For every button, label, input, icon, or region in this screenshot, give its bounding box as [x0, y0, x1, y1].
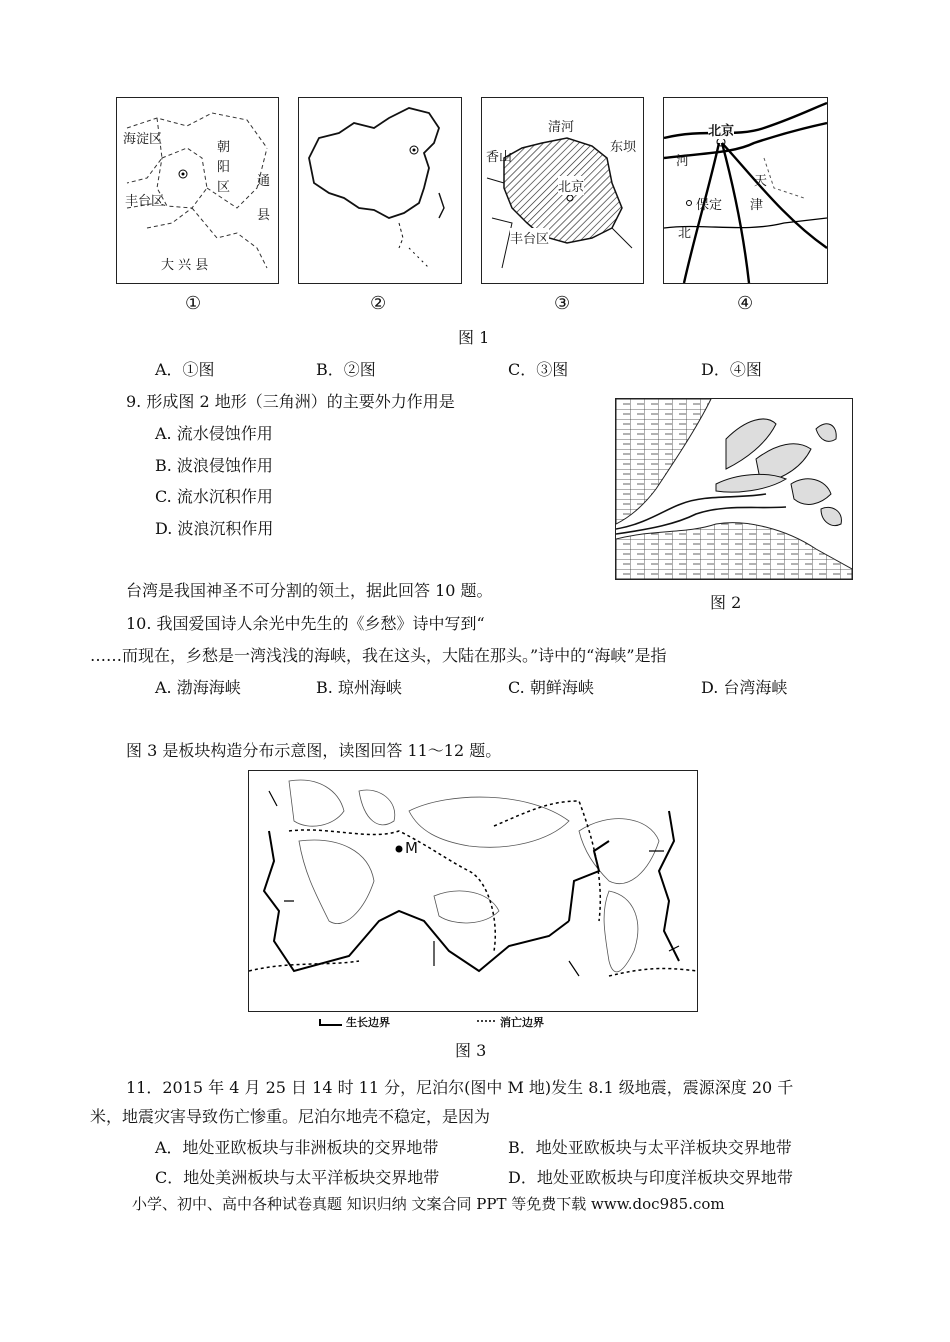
figure1-map3 [481, 97, 644, 284]
q9-option-b: B. 波浪侵蚀作用 [155, 456, 273, 475]
figure3-caption: 图 3 [455, 1041, 487, 1060]
map2-china-outline [299, 98, 461, 283]
map4-label-beijing: 北京 [708, 120, 734, 139]
q9-option-c: C. 流水沉积作用 [155, 487, 273, 506]
q10-option-d: D. 台湾海峡 [701, 678, 788, 697]
legend-growth-label: 生长边界 [346, 1016, 390, 1029]
q8-option-c: C．③图 [508, 360, 569, 379]
q10-option-b: B. 琼州海峡 [316, 678, 402, 697]
map3-label-dongba: 东坝 [610, 140, 637, 155]
map1-label-chao: 朝 [217, 140, 231, 155]
figure2-caption: 图 2 [710, 593, 742, 612]
q9-option-d: D. 波浪沉积作用 [155, 519, 274, 538]
map1-label-yang: 阳 [217, 160, 231, 175]
map4-label-tian: 天 [754, 174, 768, 189]
figure1-number-4: ④ [737, 293, 754, 314]
q9-stem: 9. 形成图 2 地形（三角洲）的主要外力作用是 [126, 392, 455, 411]
map4-label-he: 河 [676, 154, 690, 169]
figure3-point-m: M [405, 839, 418, 857]
plate-boundary-map [249, 771, 697, 1011]
q11-option-c: C．地处美洲板块与太平洋板块交界地带 [155, 1168, 440, 1187]
q9-option-a: A. 流水侵蚀作用 [155, 424, 273, 443]
q8-option-d: D．④图 [701, 360, 762, 379]
figure1-number-1: ① [185, 293, 202, 314]
map3-label-qinghe: 清河 [548, 120, 575, 135]
figure1-map2 [298, 97, 462, 284]
q11-line1: 11．2015 年 4 月 25 日 14 时 11 分，尼泊尔(图中 M 地)发生 8.1 级地震，震源深度 20 千 [126, 1078, 794, 1097]
q11-option-a: A．地处亚欧板块与非洲板块的交界地带 [155, 1138, 439, 1157]
figure1-map4 [663, 97, 828, 284]
delta-illustration [616, 399, 852, 579]
legend-subduction-symbol [475, 1015, 497, 1027]
map4-rail-map [664, 98, 827, 283]
figure2-delta-map [615, 398, 853, 580]
continent-outlines [289, 780, 659, 972]
footer-text: 小学、初中、高中各种试卷真题 知识归纳 文案合同 PPT 等免费下载 www.doc985.com [132, 1195, 725, 1213]
legend-growth-symbol [318, 1015, 344, 1027]
map3-label-fengtai: 丰台区 [510, 228, 549, 247]
figure1-number-3: ③ [554, 293, 571, 314]
q11-option-b: B．地处亚欧板块与太平洋板块交界地带 [508, 1138, 792, 1157]
intro-q10: 台湾是我国神圣不可分割的领土，据此回答 10 题。 [126, 581, 493, 600]
map4-label-bei: 北 [678, 226, 692, 241]
q11-line2: 米，地震灾害导致伤亡惨重。尼泊尔地壳不稳定，是因为 [90, 1107, 491, 1126]
map4-label-jin: 津 [750, 198, 764, 213]
q8-option-b: B．②图 [316, 360, 376, 379]
map1-label-fengtai: 丰台区 [125, 194, 165, 209]
q10-line1: 10. 我国爱国诗人余光中先生的《乡愁》诗中写到“ [126, 614, 485, 633]
figure1-map1 [116, 97, 279, 284]
map1-label-tong: 通 [257, 174, 271, 189]
map1-label-haidian: 海淀区 [123, 132, 163, 147]
q10-line2: ……而现在，乡愁是一湾浅浅的海峡，我在这头，大陆在那头。”诗中的“海峡”是指 [90, 646, 667, 665]
map1-label-qu: 区 [217, 180, 231, 195]
figure1-number-2: ② [370, 293, 387, 314]
map1-label-xian: 县 [257, 208, 271, 223]
map3-label-beijing: 北京 [558, 176, 584, 195]
map4-label-baoding: 保定 [696, 198, 723, 213]
intro-q11-12: 图 3 是板块构造分布示意图，读图回答 11～12 题。 [126, 741, 502, 760]
q8-option-a: A．①图 [155, 360, 215, 379]
figure1-caption: 图 1 [458, 328, 490, 347]
q10-option-a: A. 渤海海峡 [155, 678, 241, 697]
legend-subduction-label: 消亡边界 [500, 1016, 544, 1029]
q11-option-d: D．地处亚欧板块与印度洋板块交界地带 [508, 1168, 793, 1187]
map3-label-xiangshan: 香山 [486, 150, 513, 165]
map1-label-daxing: 大 兴 县 [161, 258, 209, 273]
q10-option-c: C. 朝鲜海峡 [508, 678, 594, 697]
figure3-plate-map [248, 770, 698, 1012]
